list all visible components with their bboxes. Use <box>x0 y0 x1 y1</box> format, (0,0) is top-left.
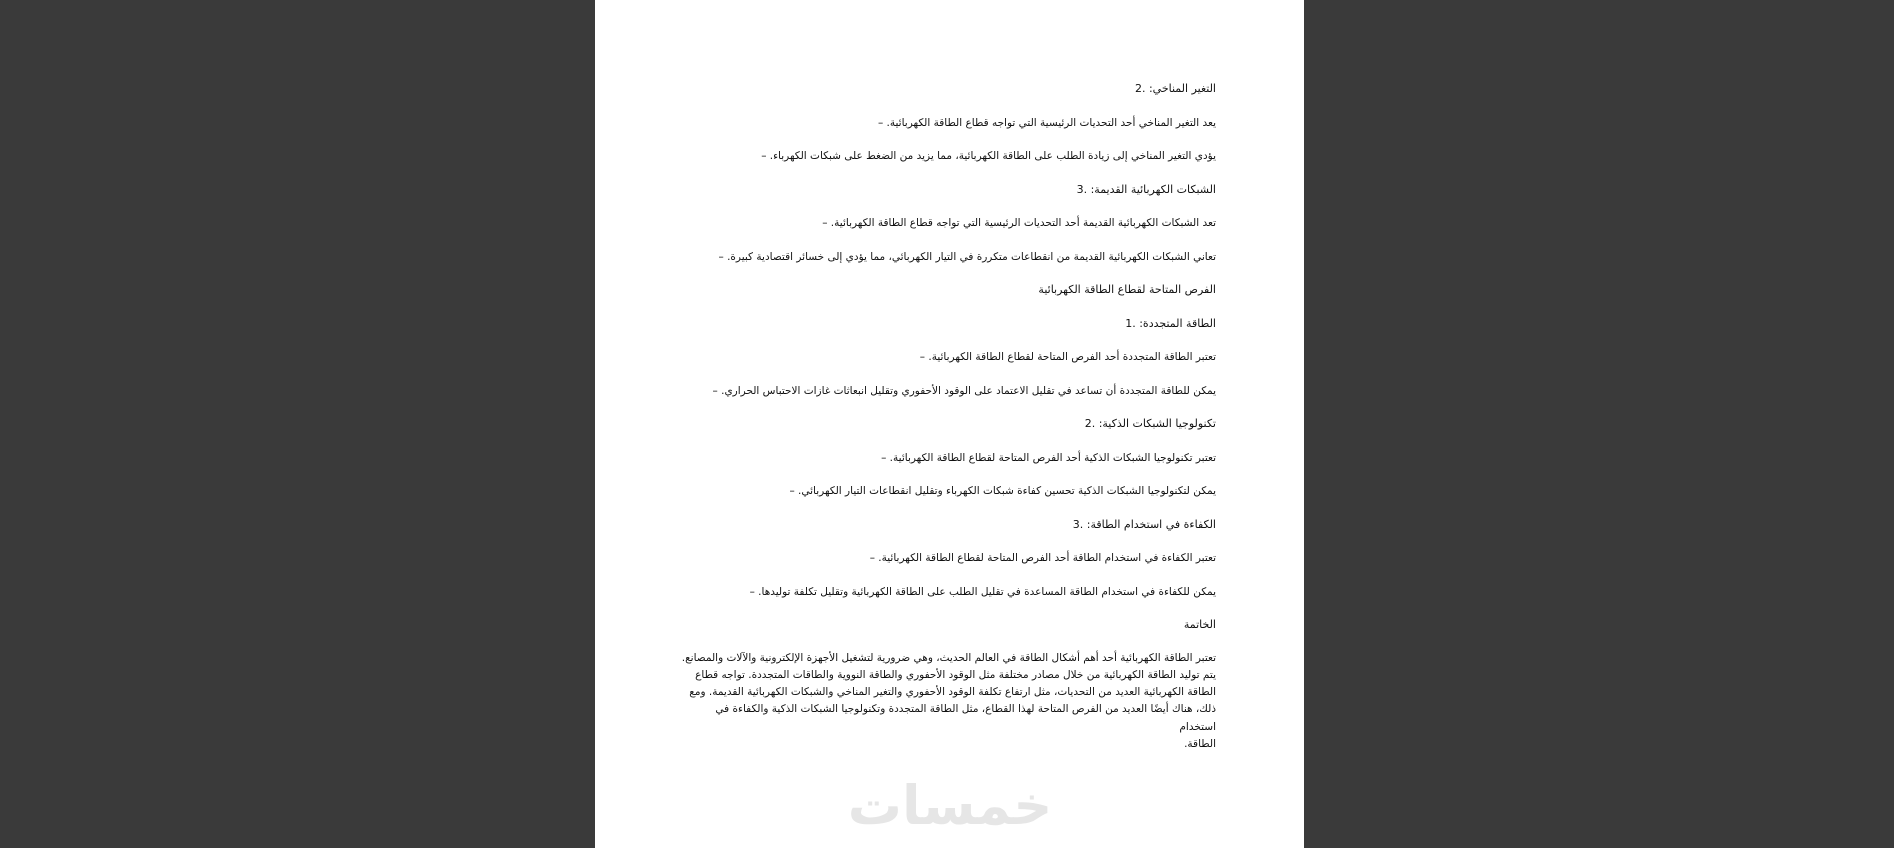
paragraph-line: تعتبر الطاقة الكهربائية أحد أهم أشكال الطاقة في العالم الحديث، وهي ضرورية لتشغيل الأجهزة الإلكترونية والآلات والمصانع. <box>681 651 1216 664</box>
watermark-text: خمسات <box>847 776 1053 836</box>
section-heading: تكنولوجيا الشبكات الذكية: .2 <box>1084 417 1216 430</box>
bullet-line: تعتبر الكفاءة في استخدام الطاقة أحد الفرص المتاحة لقطاع الطاقة الكهربائية. – <box>869 552 1216 564</box>
bullet-line: تعد الشبكات الكهربائية القديمة أحد التحديات الرئيسية التي تواجه قطاع الطاقة الكهربائية. – <box>822 217 1216 229</box>
section-heading: الشبكات الكهربائية القديمة: .3 <box>1076 182 1216 196</box>
paragraph-line: الطاقة الكهربائية العديد من التحديات، مثل ارتفاع تكلفة الوقود الأحفوري والتغير المناخي والشبكات الكهربائية القديمة. ومع <box>689 686 1216 699</box>
paragraph-line: ذلك، هناك أيضًا العديد من الفرص المتاحة لهذا القطاع، مثل الطاقة المتجددة وتكنولوجيا الشبكات الذكية والكفاءة في استخدام <box>715 703 1216 733</box>
khamsat-watermark-logo <box>830 776 1070 836</box>
bullet-line: تعتبر تكنولوجيا الشبكات الذكية أحد الفرص المتاحة لقطاع الطاقة الكهربائية. – <box>881 451 1216 464</box>
bullet-line: تعاني الشبكات الكهربائية القديمة من انقطاعات متكررة في التيار الكهربائي، مما يؤدي إلى خسائر اقتصادية كبيرة. – <box>718 250 1216 263</box>
section-title: الفرص المتاحة لقطاع الطاقة الكهربائية <box>1038 283 1216 296</box>
bullet-line: يمكن للطاقة المتجددة أن تساعد في تقليل الاعتماد على الوقود الأحفوري وتقليل انبعاثات غازات الاحتباس الحراري. – <box>712 384 1216 397</box>
bullet-line: يمكن لتكنولوجيا الشبكات الذكية تحسين كفاءة شبكات الكهرباء وتقليل انقطاعات التيار الكهربائي. – <box>789 485 1216 497</box>
section-heading: الكفاءة في استخدام الطاقة: .3 <box>1072 517 1216 531</box>
bullet-line: يؤدي التغير المناخي إلى زيادة الطلب على الطاقة الكهربائية، مما يزيد من الضغط على شبكات الكهرباء. – <box>761 150 1216 162</box>
document-page <box>595 0 1304 848</box>
paragraph-line: يتم توليد الطاقة الكهربائية من خلال مصادر مختلفة مثل الوقود الأحفوري والطاقة النووية والطاقات المتجددة. تواجه قطاع <box>695 668 1216 681</box>
paragraph-line: الطاقة. <box>1184 737 1216 750</box>
bullet-line: يمكن للكفاءة في استخدام الطاقة المساعدة في تقليل الطلب على الطاقة الكهربائية وتقليل تكلفة توليدها. – <box>749 585 1216 598</box>
section-heading: التغير المناخي: .2 <box>1134 82 1216 95</box>
bullet-line: تعتبر الطاقة المتجددة أحد الفرص المتاحة لقطاع الطاقة الكهربائية. – <box>919 351 1216 363</box>
conclusion-paragraph <box>679 650 1216 754</box>
bullet-line: يعد التغير المناخي أحد التحديات الرئيسية التي تواجه قطاع الطاقة الكهربائية. – <box>877 116 1216 129</box>
conclusion-title: الخاتمة <box>1183 618 1216 631</box>
section-heading: الطاقة المتجددة: .1 <box>1125 316 1216 330</box>
page-content <box>679 78 1216 753</box>
